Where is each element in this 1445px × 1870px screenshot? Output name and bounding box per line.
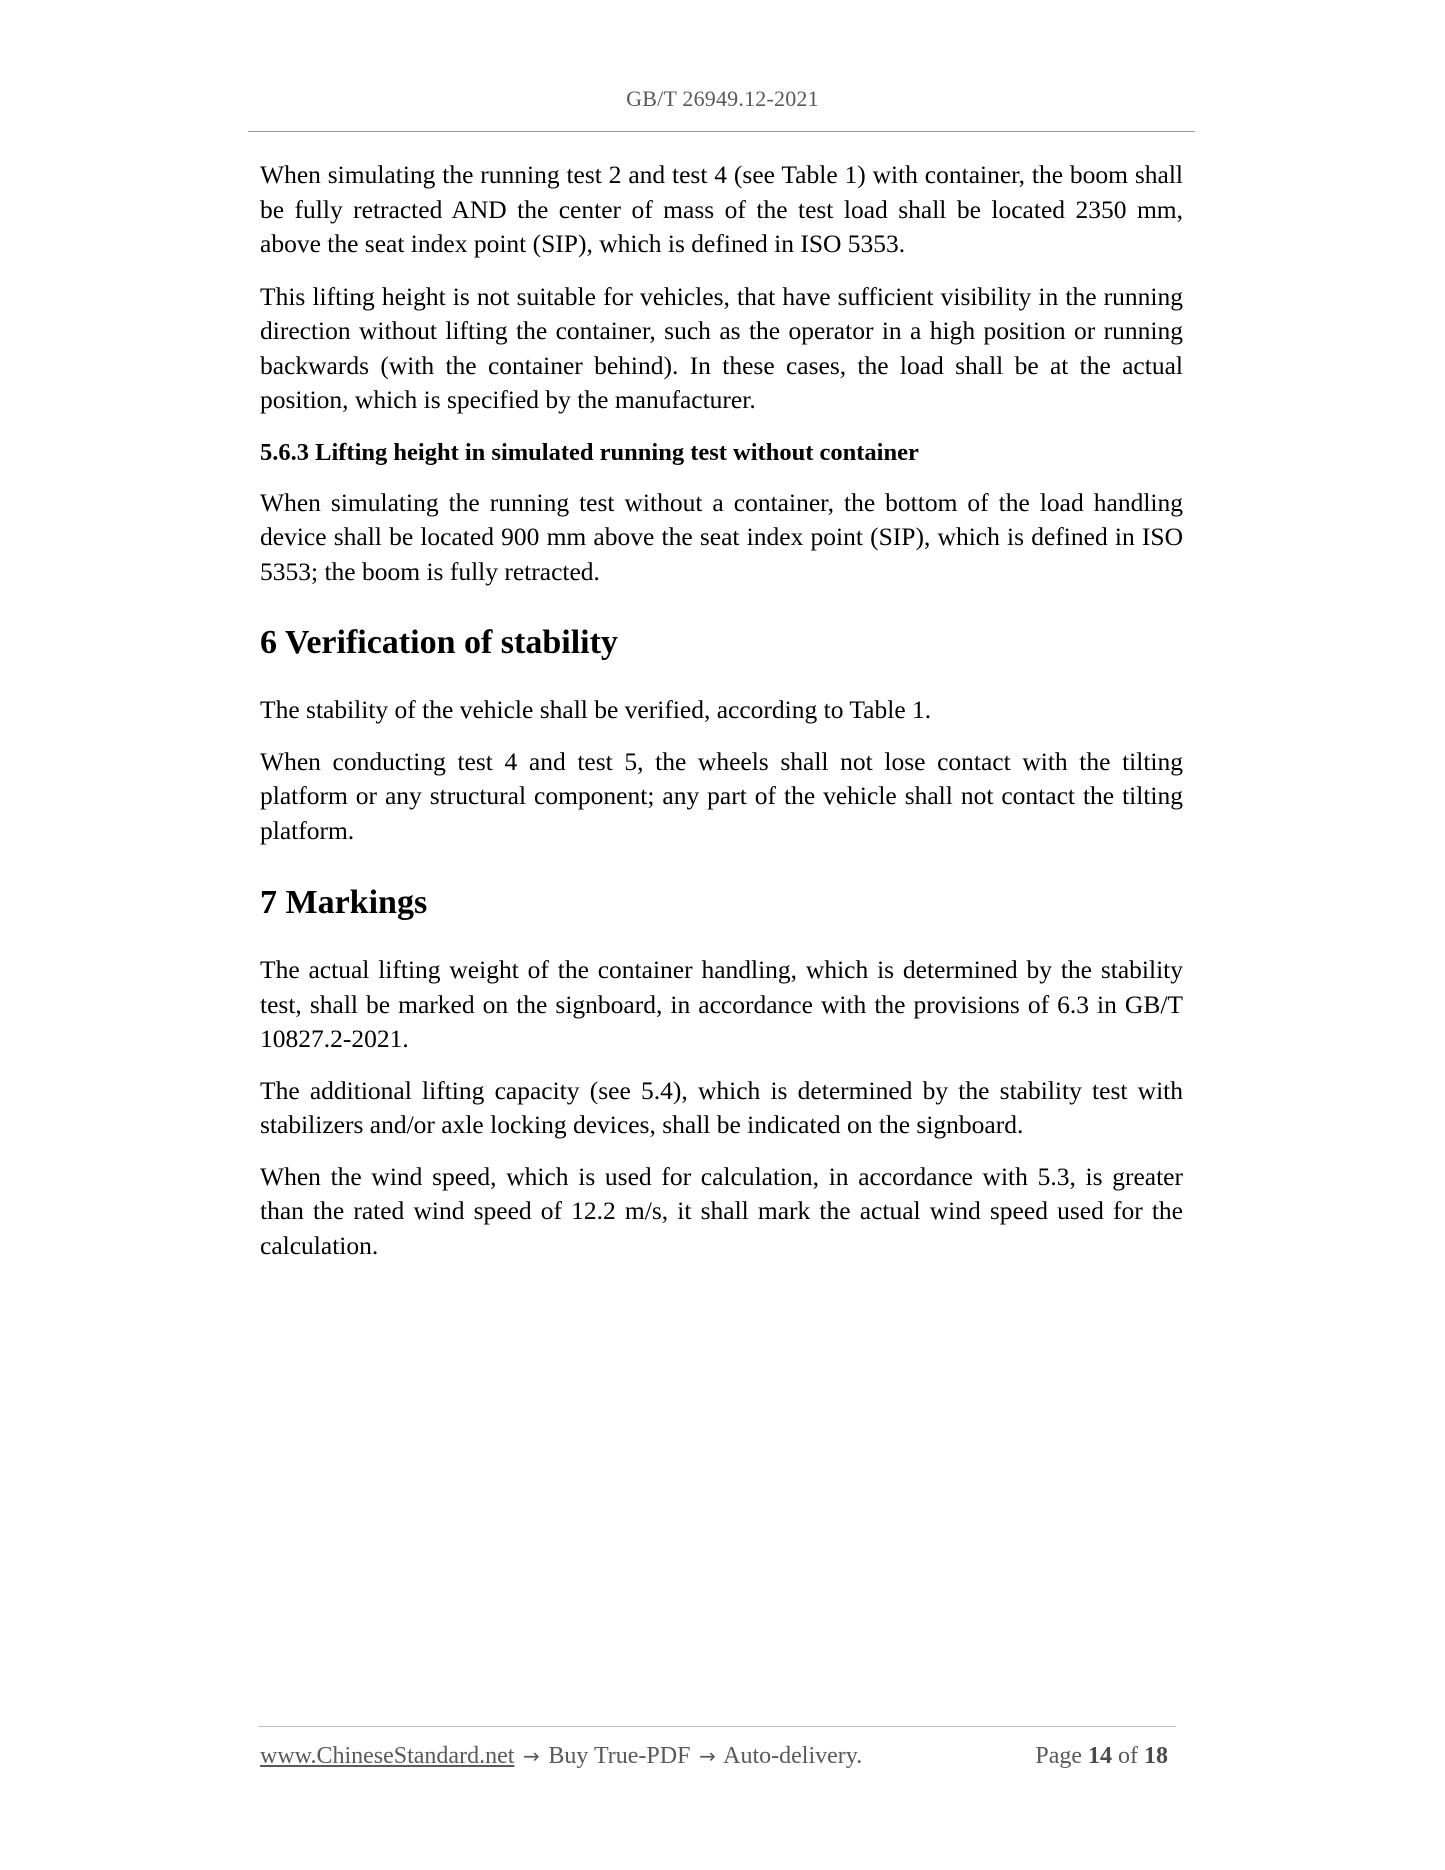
paragraph-additional-lifting-capacity: The additional lifting capacity (see 5.4), which is determined by the stability test with stabilizers and/or axle locking devices, shall be indicated on the signboard. — [260, 1075, 1183, 1139]
paragraph-wheel-contact: When conducting test 4 and test 5, the wheels shall not lose contact with the tilting platform or any structural component; any part of the vehicle shall not contact the tilting platform. — [260, 746, 1183, 845]
page-counter — [1035, 1743, 1168, 1770]
footer-promo — [260, 1743, 862, 1770]
paragraph-stability-verified: The stability of the vehicle shall be verified, according to Table 1. — [260, 695, 932, 724]
header-divider — [248, 131, 1195, 132]
arrow-right-icon: → — [523, 1744, 540, 1768]
section-heading-7: 7 Markings — [260, 884, 428, 921]
auto-delivery-text: Auto-delivery. — [723, 1743, 863, 1769]
total-pages: 18 — [1144, 1743, 1168, 1769]
footer-divider — [258, 1726, 1176, 1727]
page-label: Page — [1035, 1743, 1082, 1769]
subsection-heading-5-6-3: 5.6.3 Lifting height in simulated running test without container — [260, 438, 919, 466]
page-header-standard-code: GB/T 26949.12-2021 — [626, 86, 819, 111]
page-footer — [260, 1743, 1176, 1777]
arrow-right-icon: → — [699, 1744, 716, 1768]
of-label: of — [1118, 1743, 1138, 1769]
paragraph-actual-lifting-weight: The actual lifting weight of the container handling, which is determined by the stability test, shall be marked on the signboard, in accordance with the provisions of 6.3 in GB/T 10827.2-2021. — [260, 955, 1183, 1053]
paragraph-wind-speed: When the wind speed, which is used for calculation, in accordance with 5.3, is greater than the rated wind speed of 12.2 m/s, it shall mark the actual wind speed used for the calculation. — [260, 1161, 1183, 1260]
section-heading-6: 6 Verification of stability — [260, 624, 618, 661]
site-link[interactable]: www.ChineseStandard.net — [260, 1743, 515, 1769]
paragraph-running-test-with-container: When simulating the running test 2 and test 4 (see Table 1) with container, the boom shall be fully retracted AND the center of mass of the test load shall be located 2350 mm, above the seat index point (SIP), which is defined in ISO 5353. — [260, 160, 1183, 258]
page-number: 14 — [1088, 1743, 1112, 1769]
document-body — [260, 158, 1183, 1263]
paragraph-running-test-without-container: When simulating the running test without a container, the bottom of the load handling device shall be located 900 mm above the seat index point (SIP), which is defined in ISO 5353; the boom is fully retracted. — [260, 487, 1183, 586]
buy-true-pdf-text: Buy True-PDF — [548, 1743, 691, 1769]
paragraph-lifting-height-visibility: This lifting height is not suitable for vehicles, that have sufficient visibility in the running direction without lifting the container, such as the operator in a high position or running backwards (with the container behind). In these cases, the load shall be at the actual position, which is specified by the manufacturer. — [260, 281, 1183, 414]
